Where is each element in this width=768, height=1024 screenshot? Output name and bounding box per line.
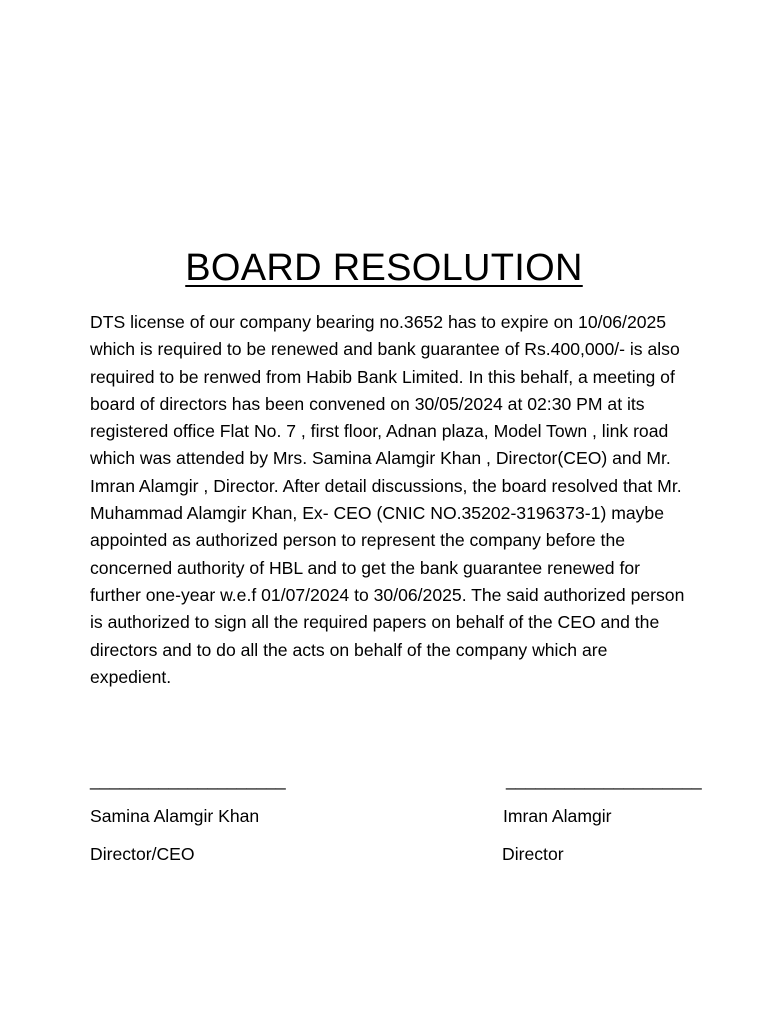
right-signatory-role: Director [502, 844, 564, 864]
left-signature-line: ____________________ [90, 770, 286, 790]
page-title: BOARD RESOLUTION [185, 247, 583, 289]
right-signature-line: ____________________ [506, 770, 702, 790]
left-signatory-name: Samina Alamgir Khan [90, 806, 260, 826]
left-signatory-role: Director/CEO [90, 844, 195, 864]
right-signatory-name: Imran Alamgir [503, 806, 612, 826]
resolution-body: DTS license of our company bearing no.3652 has to expire on 10/06/2025 which is required to be renewed and bank guarantee of Rs.400,000/- is also required to be renwed from Habib Bank Limited. In this behalf, a meeting of board of directors has been convened on 30/05/2024 at 02:30 PM at its registered office Flat No. 7 , first floor, Adnan plaza, Model Town , link road which was attended by Mrs. Samina Alamgir Khan , Director(CEO) and Mr. Imran Alamgir , Director. After detail discussions, the board resolved that Mr. Muhammad Alamgir Khan, Ex- CEO (CNIC NO.35202-3196373-1) maybe appointed as authorized person to represent the company before the concerned authority of HBL and to get the bank guarantee renewed for further one-year w.e.f 01/07/2024 to 30/06/2025. The said authorized person is authorized to sign all the required papers on behalf of the CEO and the directors and to do all the acts on behalf of the company which are expedient. [90, 312, 685, 687]
